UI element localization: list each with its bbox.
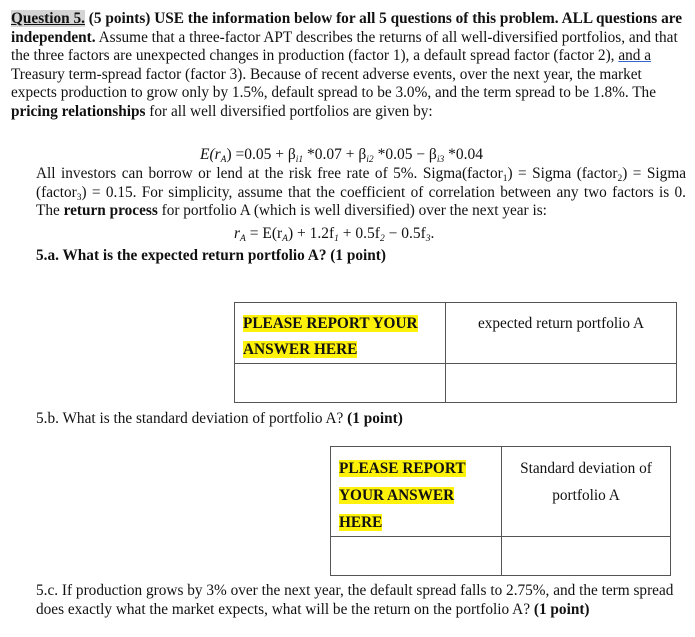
blank-cell-5b (331, 537, 502, 576)
eq1-lhs: E(r (200, 146, 221, 163)
prompt-5b-line1: PLEASE REPORT (339, 460, 466, 477)
eq1-term-b: *0.07 + β (303, 146, 367, 163)
p2-text-e: for portfolio A (which is well diversified) over the next year is: (157, 202, 547, 220)
question-5b (36, 410, 695, 429)
q5c-points: (1 point) (533, 600, 590, 618)
return-process: return process (63, 202, 158, 220)
question-5a: 5.a. What is the expected return portfolio A? (1 point) (36, 247, 386, 264)
eq2-a-sub: A (240, 234, 246, 244)
q5c-text: 5.c. If production grows by 3% over the next year, the default spread falls to 2.75%, and the term spread does exactly what the market expects, what will be the return on the portfolio A? (36, 582, 674, 618)
eq2-e: − 0.5f (384, 225, 426, 242)
assumptions-paragraph (36, 165, 686, 221)
eq2-d: + 0.5f (338, 225, 380, 242)
question-label: Question 5. (11, 10, 85, 27)
answer-header-5b (502, 447, 671, 537)
answer-cell-5b[interactable] (502, 537, 671, 576)
eq1-term-c: *0.05 − β (373, 146, 437, 163)
p2-text-b: ) = Sigma (factor (507, 165, 618, 182)
eq1-term-d: *0.04 (444, 146, 483, 163)
question-text-c: for all well diversified portfolios are given by: (145, 102, 433, 120)
eq2-c-sub: 1 (334, 234, 339, 244)
eq2-e-sub: 3 (425, 234, 431, 244)
prompt-5a-line1: PLEASE REPORT YOUR (243, 315, 418, 332)
p2-text-a: All investors can borrow or lend at the risk free rate of 5%. Sigma(factor (36, 165, 503, 182)
eq2-b-sub: A (282, 234, 288, 244)
p2-text-d: ) = 0.15. For simplicity, assume that the coefficient of correlation between any two factors is 0. The (36, 183, 686, 220)
answer-table-5a (234, 302, 677, 403)
pricing-equation (200, 146, 483, 165)
q5b-text: 5.b. What is the standard deviation of portfolio A? (36, 410, 348, 427)
answer-cell-5a[interactable] (446, 364, 677, 403)
header-5b-line2: portfolio A (552, 487, 620, 504)
eq2-f: . (430, 225, 435, 242)
eq1-lhs-sub: A (220, 155, 227, 165)
return-process-equation (234, 225, 434, 244)
question-underlined: and a (618, 47, 652, 65)
header-5b-line1: Standard deviation of (520, 460, 652, 477)
prompt-5b-line2: YOUR ANSWER (339, 487, 455, 504)
p2-text-c: ) = Sigma (factor (36, 165, 687, 201)
eq2-c: ) + 1.2f (287, 225, 335, 242)
p2-sub1: 1 (502, 174, 508, 184)
answer-prompt-5b (331, 447, 502, 537)
eq1-term-a: ) =0.05 + β (226, 146, 296, 163)
question-text-b: Treasury term-spread factor (factor 3). Because of recent adverse events, over the next year, the market expects production to grow only by 1.5%, default spread to be 3.0%, and the term spread to be 1.8%. The (11, 65, 656, 102)
eq2-d-sub: 2 (379, 234, 385, 244)
eq2-a: r (234, 225, 241, 242)
p2-sub2: 2 (617, 174, 623, 184)
pricing-relationships: pricing relationships (11, 102, 146, 120)
answer-prompt-5a (235, 303, 446, 364)
answer-table-5b (330, 446, 671, 576)
eq1-sub2: i2 (366, 155, 374, 165)
eq2-b: = E(r (245, 225, 283, 242)
question-points: (5 points) USE the information below for all 5 questions of this problem. ALL questions are independent. (11, 10, 683, 46)
prompt-5b-line3: HERE (339, 514, 383, 531)
answer-header-5a: expected return portfolio A (446, 303, 677, 364)
p2-sub3: 3 (76, 192, 82, 203)
question-intro (11, 10, 683, 122)
eq1-sub3: i3 (436, 155, 445, 165)
eq1-sub1: i1 (295, 155, 304, 165)
question-5c (36, 582, 686, 619)
question-text-a: Assume that a three-factor APT describes the returns of all well-diversified portfolios, and that the three factors are unexpected changes in production (factor 1), a default spread factor (factor 2), (11, 28, 678, 65)
blank-cell-5a (235, 364, 446, 403)
prompt-5a-line2: ANSWER HERE (243, 341, 358, 358)
q5b-points: (1 point) (347, 410, 403, 427)
